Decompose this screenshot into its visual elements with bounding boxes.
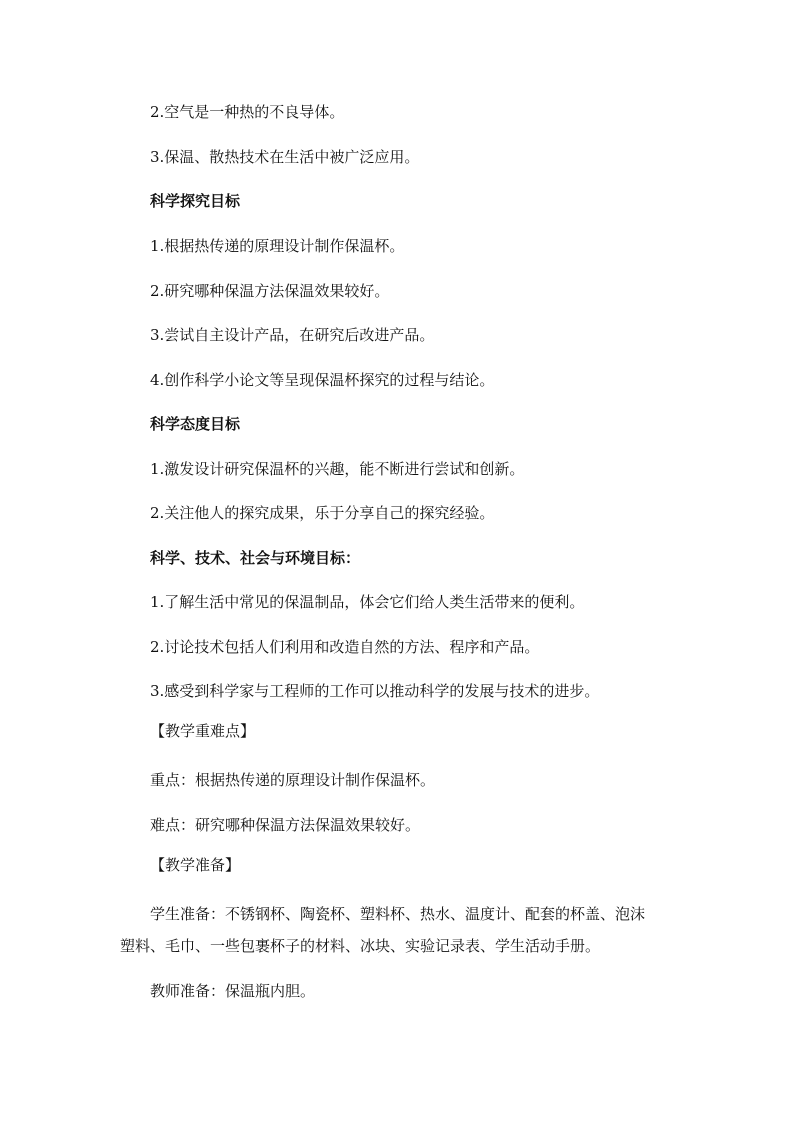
key-point-focus: 重点：根据热传递的原理设计制作保温杯。 bbox=[150, 771, 436, 789]
stse-heading: 科学、技术、社会与环境目标： bbox=[150, 549, 361, 567]
knowledge-item-2: 2.空气是一种热的不良导体。 bbox=[150, 103, 345, 121]
attitude-item-1: 1.激发设计研究保温杯的兴趣，能不断进行尝试和创新。 bbox=[150, 460, 525, 478]
stse-item-3: 3.感受到科学家与工程师的工作可以推动科学的发展与技术的进步。 bbox=[150, 682, 600, 700]
stse-item-2: 2.讨论技术包括人们利用和改造自然的方法、程序和产品。 bbox=[150, 638, 540, 656]
stse-item-1: 1.了解生活中常见的保温制品，体会它们给人类生活带来的便利。 bbox=[150, 593, 585, 611]
inquiry-item-2: 2.研究哪种保温方法保温效果较好。 bbox=[150, 282, 390, 300]
attitude-item-2: 2.关注他人的探究成果，乐于分享自己的探究经验。 bbox=[150, 504, 495, 522]
attitude-heading: 科学态度目标 bbox=[150, 415, 241, 433]
student-preparation-line-1: 学生准备：不锈钢杯、陶瓷杯、塑料杯、热水、温度计、配套的杯盖、泡沫 bbox=[150, 905, 646, 923]
key-point-difficulty: 难点：研究哪种保温方法保温效果较好。 bbox=[150, 816, 421, 834]
inquiry-item-3: 3.尝试自主设计产品，在研究后改进产品。 bbox=[150, 326, 435, 344]
student-preparation-line-2: 塑料、毛巾、一些包裹杯子的材料、冰块、实验记录表、学生活动手册。 bbox=[120, 937, 601, 955]
preparation-heading: 【教学准备】 bbox=[150, 856, 241, 874]
teacher-preparation: 教师准备：保温瓶内胆。 bbox=[150, 982, 316, 1000]
inquiry-item-1: 1.根据热传递的原理设计制作保温杯。 bbox=[150, 237, 405, 255]
inquiry-heading: 科学探究目标 bbox=[150, 192, 241, 210]
inquiry-item-4: 4.创作科学小论文等呈现保温杯探究的过程与结论。 bbox=[150, 371, 495, 389]
key-points-heading: 【教学重难点】 bbox=[150, 722, 256, 740]
knowledge-item-3: 3.保温、散热技术在生活中被广泛应用。 bbox=[150, 148, 420, 166]
